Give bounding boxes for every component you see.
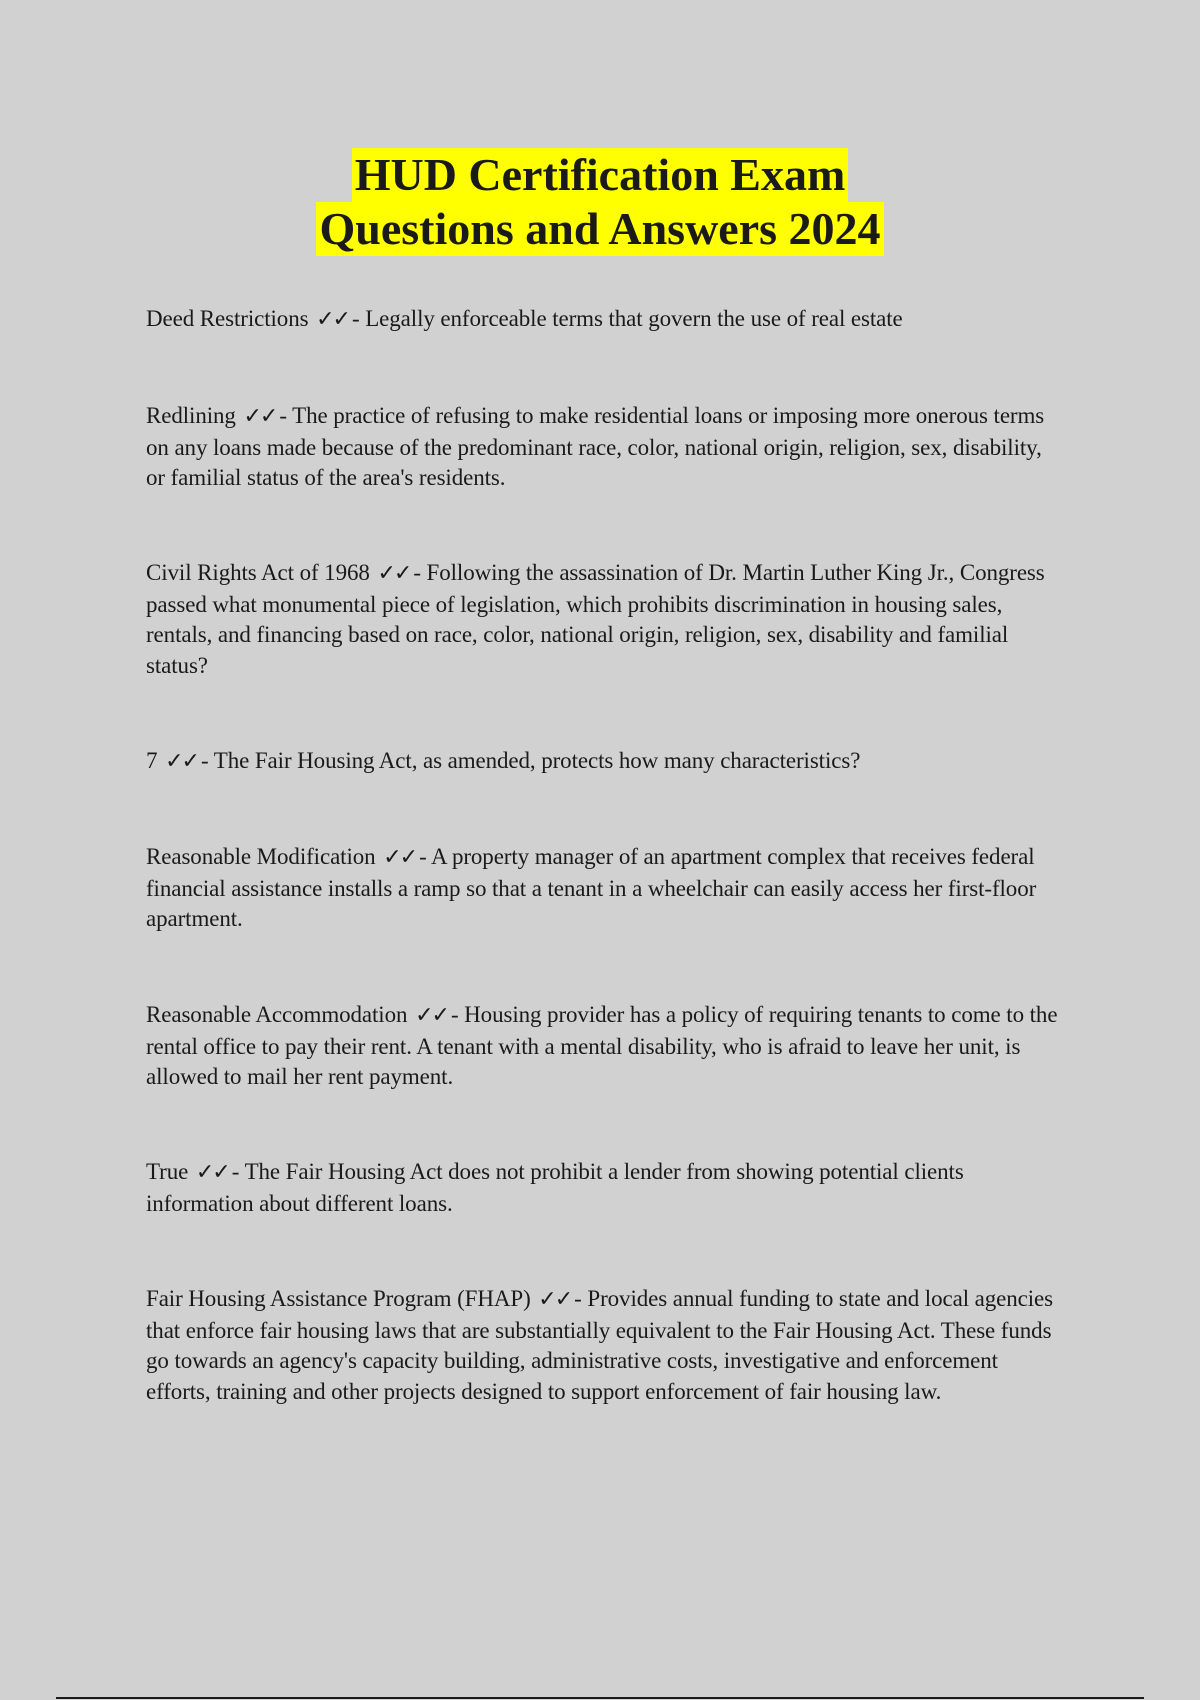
footer-divider	[56, 1697, 1144, 1699]
qa-entry	[146, 401, 1066, 494]
double-check-icon: ✓✓	[316, 307, 349, 332]
double-check-icon: ✓✓	[538, 1287, 572, 1312]
title-line-1: HUD Certification Exam	[352, 148, 849, 202]
qa-entry	[146, 1000, 1066, 1093]
entry-term: Fair Housing Assistance Program (FHAP)	[146, 1286, 531, 1311]
double-check-icon: ✓✓	[415, 1003, 448, 1028]
qa-entry	[146, 1157, 1066, 1219]
entry-separator: -	[450, 1002, 459, 1027]
entry-definition: Housing provider has a policy of requiring tenants to come to the rental office to pay their rent. A tenant with a mental disability, who is afraid to leave her unit, is allowed to mail her rent payment.	[146, 1002, 1058, 1089]
entry-definition: Following the assassination of Dr. Martin Luther King Jr., Congress passed what monumental piece of legislation, which prohibits discrimination in housing sales, rentals, and financing based on race, color, national origin, religion, sex, disability and familial status?	[146, 560, 1045, 678]
entry-separator: -	[279, 403, 287, 428]
entry-separator: -	[200, 748, 209, 773]
entry-term: True	[146, 1159, 189, 1184]
entry-term: 7	[146, 748, 158, 773]
double-check-icon: ✓✓	[243, 404, 277, 429]
entry-term: Reasonable Modification	[146, 844, 376, 869]
entry-term: Civil Rights Act of 1968	[146, 560, 370, 585]
qa-entry	[146, 1284, 1066, 1407]
entry-term: Deed Restrictions	[146, 306, 309, 331]
title-line-2: Questions and Answers 2024	[316, 202, 883, 256]
entry-separator: -	[352, 306, 360, 331]
entry-definition: The Fair Housing Act, as amended, protects how many characteristics?	[213, 748, 861, 773]
entry-separator: -	[413, 560, 421, 585]
double-check-icon: ✓✓	[377, 561, 411, 586]
double-check-icon: ✓✓	[383, 845, 417, 870]
qa-entry	[146, 558, 1066, 681]
document-title	[0, 148, 1200, 256]
entry-definition: Legally enforceable terms that govern the use of real estate	[365, 306, 903, 331]
double-check-icon: ✓✓	[165, 749, 198, 774]
qa-entry	[146, 746, 1066, 778]
entry-separator: -	[231, 1159, 240, 1184]
entry-separator: -	[574, 1286, 582, 1311]
entry-term: Reasonable Accommodation	[146, 1002, 408, 1027]
entry-term: Redlining	[146, 403, 236, 428]
qa-entry	[146, 304, 1066, 336]
double-check-icon: ✓✓	[195, 1160, 229, 1185]
entry-definition: A property manager of an apartment complex that receives federal financial assistance installs a ramp so that a tenant in a wheelchair can easily access her first-floor apartment.	[146, 844, 1037, 931]
entry-definition: The practice of refusing to make residential loans or imposing more onerous terms on any loans made because of the predominant race, color, national origin, religion, sex, disability, or familial status of the area's residents.	[146, 403, 1045, 490]
entry-definition: Provides annual funding to state and local agencies that enforce fair housing laws that are substantially equivalent to the Fair Housing Act. These funds go towards an agency's capacity building, administrative costs, investigative and enforcement efforts, training and other projects designed to support enforcement of fair housing law.	[146, 1286, 1054, 1404]
qa-entry	[146, 842, 1066, 935]
entry-definition: The Fair Housing Act does not prohibit a lender from showing potential clients information about different loans.	[146, 1159, 964, 1216]
entry-separator: -	[419, 844, 427, 869]
